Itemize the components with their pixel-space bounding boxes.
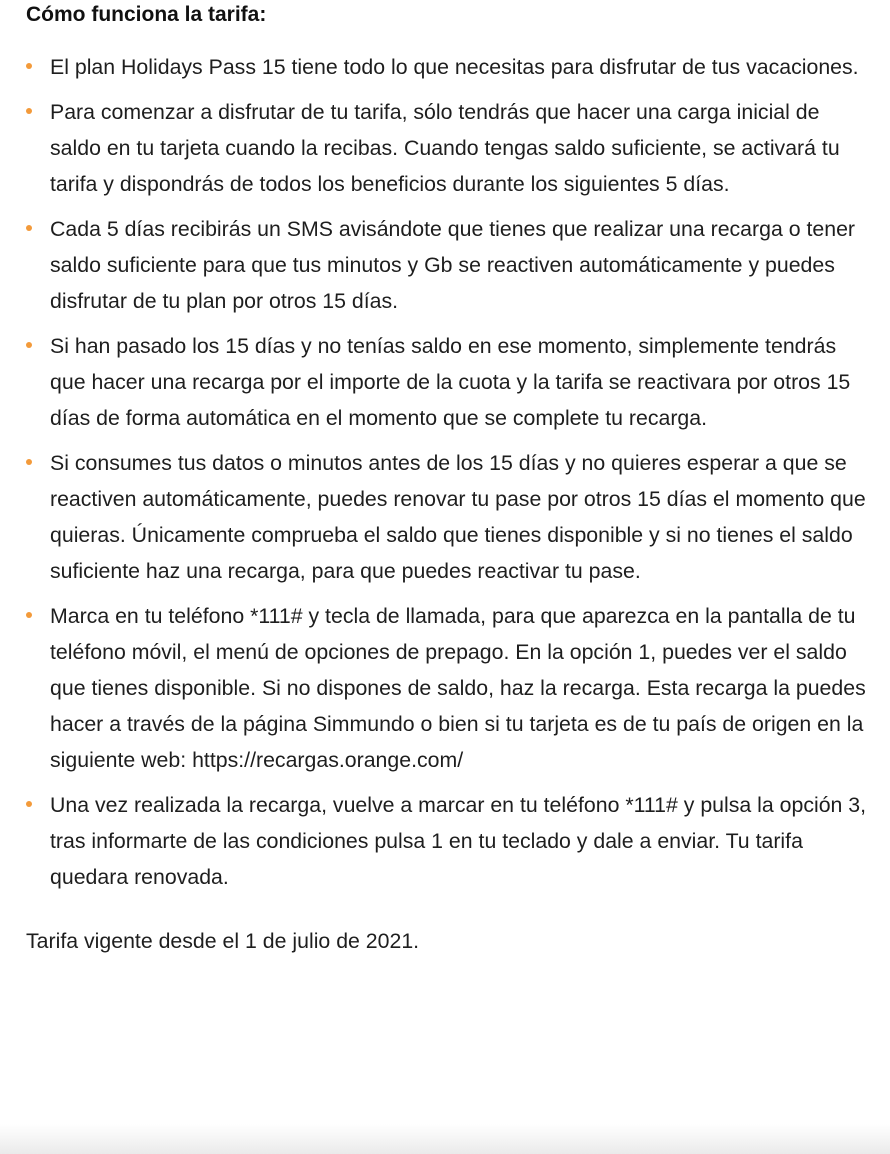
list-item [26, 49, 876, 85]
list-item [26, 787, 876, 895]
list-item-text: Cada 5 días recibirás un SMS avisándote que tienes que realizar una recarga o tener saldo suficiente para que tus minutos y Gb se reactiven automáticamente y puedes disfrutar de tu plan por otros 15 días. [50, 217, 856, 313]
list-item-text: El plan Holidays Pass 15 tiene todo lo que necesitas para disfrutar de tus vacaciones. [50, 55, 859, 79]
bullet-dot-icon [26, 801, 32, 807]
list-item-text: Si han pasado los 15 días y no tenías saldo en ese momento, simplemente tendrás que hacer una recarga por el importe de la cuota y la tarifa se reactivara por otros 15 días de forma automática en el momento que se complete tu recarga. [50, 334, 851, 430]
list-item-text: Si consumes tus datos o minutos antes de los 15 días y no quieres esperar a que se reactiven automáticamente, puedes renovar tu pase por otros 15 días el momento que quieras. Únicamente comprueba el saldo que tienes disponible y si no tienes el saldo suficiente haz una recarga, para que puedes reactivar tu pase. [50, 451, 866, 583]
bullet-dot-icon [26, 342, 32, 348]
list-item [26, 445, 876, 589]
bullet-dot-icon [26, 108, 32, 114]
tariff-rules-list [26, 49, 876, 895]
list-item [26, 211, 876, 319]
bullet-dot-icon [26, 63, 32, 69]
bottom-shadow [0, 1124, 890, 1154]
tariff-validity-note: Tarifa vigente desde el 1 de julio de 2021. [26, 929, 420, 953]
section-heading: Cómo funciona la tarifa: [26, 3, 267, 26]
tariff-info-section [26, 0, 876, 980]
list-item [26, 598, 876, 778]
bullet-dot-icon [26, 612, 32, 618]
list-item-text: Una vez realizada la recarga, vuelve a marcar en tu teléfono *111# y pulsa la opción 3, tras informarte de las condiciones pulsa 1 en tu teclado y dale a enviar. Tu tarifa quedara renovada. [50, 793, 867, 889]
list-item-text: Marca en tu teléfono *111# y tecla de llamada, para que aparezca en la pantalla de tu teléfono móvil, el menú de opciones de prepago. En la opción 1, puedes ver el saldo que tienes disponible. Si no dispones de saldo, haz la recarga. Esta recarga la puedes hacer a través de la página Simmundo o bien si tu tarjeta es de tu país de origen en la siguiente web: https://recargas.orange.com/ [50, 604, 866, 772]
list-item [26, 94, 876, 202]
list-item-text: Para comenzar a disfrutar de tu tarifa, sólo tendrás que hacer una carga inicial de saldo en tu tarjeta cuando la recibas. Cuando tengas saldo suficiente, se activará tu tarifa y dispondrás de todos los beneficios durante los siguientes 5 días. [50, 100, 840, 196]
list-item [26, 328, 876, 436]
bullet-dot-icon [26, 225, 32, 231]
bullet-dot-icon [26, 459, 32, 465]
